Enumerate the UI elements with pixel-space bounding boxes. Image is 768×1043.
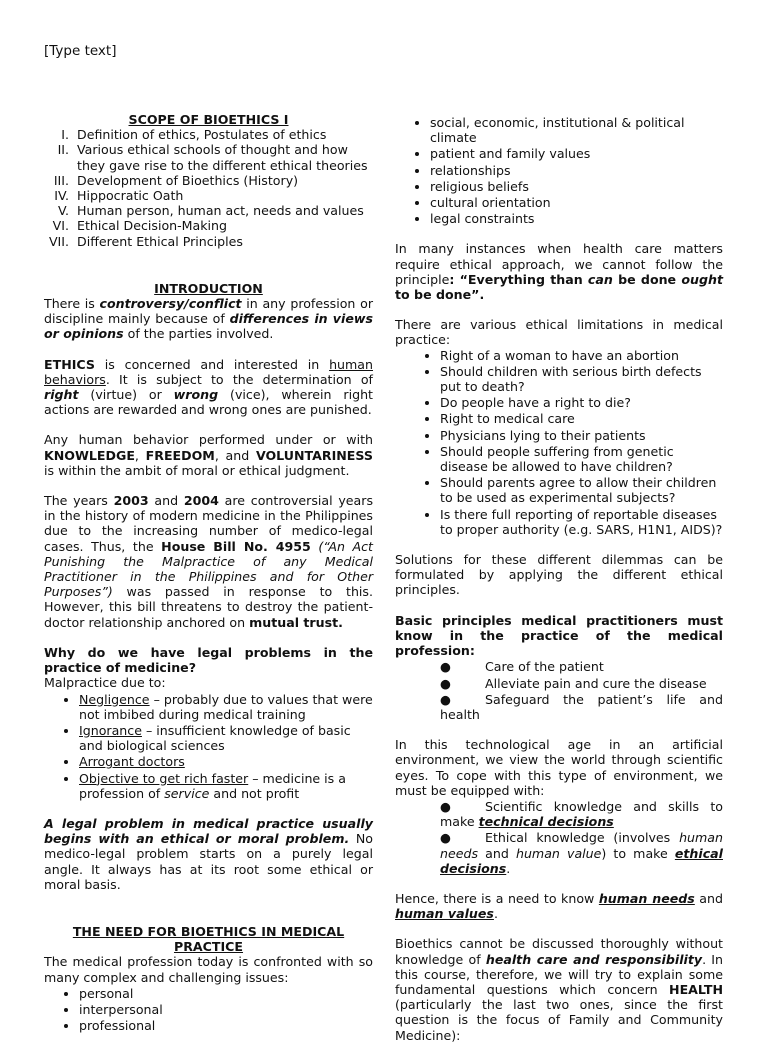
list-item: ● Alleviate pain and cure the disease [440,675,707,691]
list-item: • personal [79,986,373,1001]
page-header-text: [Type text] [44,43,117,59]
list-item: V. Human person, human act, needs and values [73,203,373,218]
issues-list-right [395,115,723,226]
legal-question-heading: Why do we have legal problems in the practice of medicine? [44,644,373,676]
technology-paragraph: In this technological age in an artificial environment, we view the world through scientific eyes. To cope with this type of environment, we must be equipped with: [395,737,723,798]
malpractice-causes-list [44,692,373,801]
need-intro: The medical profession today is confronted with so many complex and challenging issues: [44,954,373,985]
list-item: • relationships [430,163,723,178]
basic-principles-heading: Basic principles medical practitioners must know in the practice of the medical profession: [395,612,723,659]
solutions-paragraph: Solutions for these different dilemmas can be formulated by applying the different ethical principles. [395,552,723,598]
list-item: ● Scientific knowledge and skills to make technical decisions [440,798,723,830]
limitations-intro: There are various ethical limitations in medical practice: [395,317,723,348]
scope-list [44,127,373,249]
list-item: • legal constraints [430,211,723,226]
list-item: III. Development of Bioethics (History) [73,173,373,188]
list-item: • cultural orientation [430,195,723,210]
ethics-paragraph: ETHICS is concerned and interested in human behaviors. It is subject to the determination of right (virtue) or wrong (vice), wherein right actions are rewarded and wrong ones are punished. [44,356,373,418]
malpractice-label: Malpractice due to: [44,675,166,691]
list-item: • Arrogant doctors [79,754,373,769]
list-item: • Should children with serious birth defects put to death? [440,364,723,394]
list-item: • Negligence – probably due to values that were not imbibed during medical training [79,692,373,722]
list-item: • Should people suffering from genetic disease be allowed to have children? [440,444,723,474]
limitations-list [395,348,723,537]
intro-paragraph: There is controversy/conflict in any profession or discipline mainly because of differences in views or opinions of the parties involved. [44,296,373,342]
principle-paragraph: In many instances when health care matters require ethical approach, we cannot follow the principle: “Everything than can be done ought to be done”. [395,241,723,303]
needs-paragraph: Hence, there is a need to know human needs and human values. [395,890,724,922]
list-item: ● Ethical knowledge (involves human needs and human value) to make ethical decisions. [440,830,723,876]
list-item: II. Various ethical schools of thought and how they gave rise to the different ethical theories [73,142,373,172]
behavior-paragraph: Any human behavior performed under or with KNOWLEDGE, FREEDOM, and VOLUNTARINESS is within the ambit of moral or ethical judgment. [44,432,373,478]
left-column [44,112,373,1034]
list-item: • Ignorance – insufficient knowledge of basic and biological sciences [79,723,373,753]
principles-list [440,659,723,722]
list-item: • Right to medical care [440,411,723,426]
list-item: • Right of a woman to have an abortion [440,348,723,363]
list-item: IV. Hippocratic Oath [73,188,373,203]
issues-list-left [44,986,373,1034]
list-item: • Do people have a right to die? [440,395,723,410]
right-column [395,115,723,1043]
list-item: • interpersonal [79,1002,373,1017]
need-title: THE NEED FOR BIOETHICS IN MEDICAL PRACTICE [72,923,345,955]
list-item: • Objective to get rich faster – medicine is a profession of service and not profit [79,771,373,801]
list-item: • professional [79,1018,373,1033]
intro-title: INTRODUCTION [154,280,263,296]
list-item: • Is there full reporting of reportable diseases to proper authority (e.g. SARS, H1N1, AIDS)? [440,507,723,537]
list-item: ● Care of the patient [440,659,604,675]
legal-problem-paragraph: A legal problem in medical practice usually begins with an ethical or moral problem. No medico-legal problem starts on a purely legal angle. It always has at its root some ethical or moral basis. [44,815,373,892]
list-item: • religious beliefs [430,179,723,194]
list-item: • Should parents agree to allow their children to be used as experimental subjects? [440,475,723,505]
equipment-list [440,799,723,876]
list-item: I. Definition of ethics, Postulates of ethics [73,127,373,142]
list-item: VI. Ethical Decision-Making [73,218,373,233]
history-paragraph: The years 2003 and 2004 are controversial years in the history of modern medicine in the Philippines due to the increasing number of medico-legal cases. Thus, the House Bill No. 4955 (“An Act Punishing the Malpractice of any Medical Practitioner in the Philippines and for Other Purposes”) was passed in response to this. However, this bill threatens to destroy the patient-doctor relationship anchored on mutual trust. [44,493,374,630]
list-item: • social, economic, institutional & political climate [430,115,723,145]
list-item: ● Safeguard the patient’s life and health [440,691,723,722]
scope-title: SCOPE OF BIOETHICS I [128,112,289,127]
list-item: VII. Different Ethical Principles [73,234,373,249]
bioethics-paragraph: Bioethics cannot be discussed thoroughly without knowledge of health care and responsibility. In this course, therefore, we will try to explain some fundamental questions which concern HEALTH (particularly the last two ones, since the first question is the focus of Family and Community Medicine): [395,936,724,1043]
list-item: • patient and family values [430,146,723,161]
list-item: • Physicians lying to their patients [440,428,723,443]
